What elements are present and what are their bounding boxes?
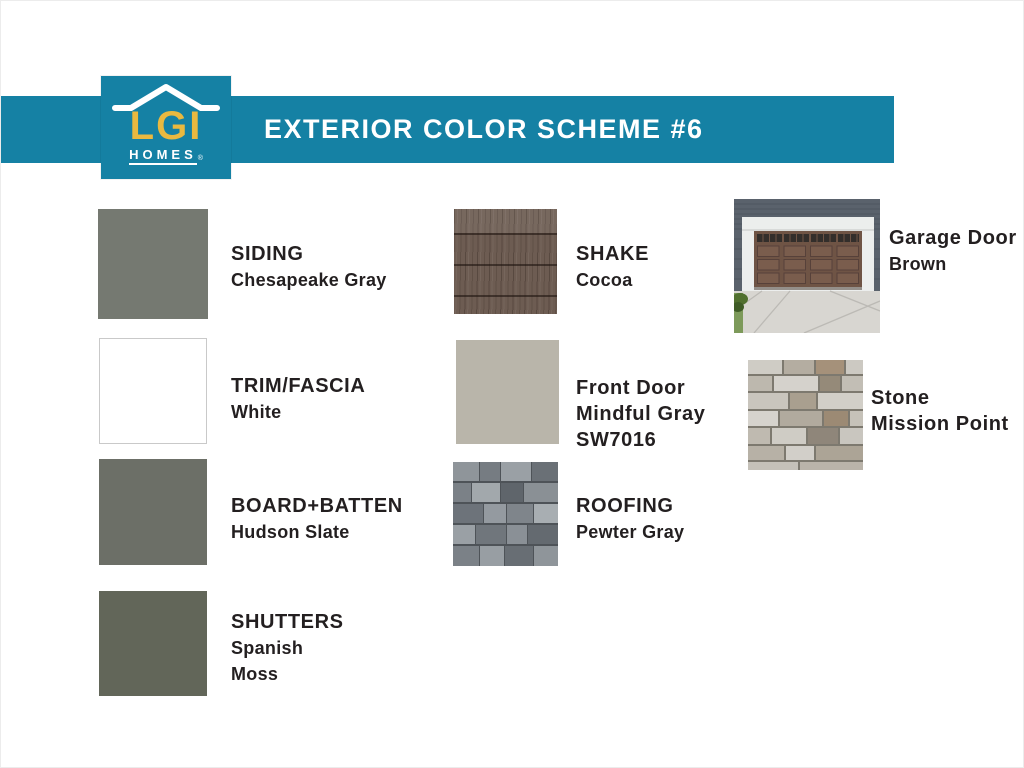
- siding-title: SIDING: [231, 243, 304, 265]
- shake-title: SHAKE: [576, 243, 650, 265]
- stacked-stone-texture-image: [748, 360, 863, 470]
- garage-door-photo-image: [734, 199, 880, 333]
- roofing-texture-swatch: [453, 462, 558, 566]
- garage-door-color-name: Brown: [889, 254, 947, 274]
- front-door-label: [576, 375, 705, 453]
- roofing-title: ROOFING: [576, 495, 674, 517]
- shake-texture-swatch: [454, 209, 557, 314]
- shutters-color-swatch: [99, 591, 207, 696]
- garage-door-label: [889, 225, 1017, 277]
- board-batten-color-name: Hudson Slate: [231, 522, 350, 542]
- shingle-texture-image: [453, 462, 558, 566]
- stone-color-name: Mission Point: [871, 413, 1009, 435]
- roofing-label: [576, 493, 684, 545]
- trim-fascia-color-swatch: [99, 338, 207, 444]
- shutters-title: SHUTTERS: [231, 611, 344, 633]
- shake-color-name: Cocoa: [576, 270, 633, 290]
- stone-texture-swatch: [748, 360, 863, 470]
- front-door-title: Front Door: [576, 377, 686, 399]
- shutters-color-name-line1: Spanish: [231, 638, 304, 658]
- siding-label: [231, 241, 387, 293]
- trim-fascia-title: TRIM/FASCIA: [231, 375, 366, 397]
- logo-homes-text: HOMES: [129, 147, 197, 165]
- shake-label: [576, 241, 649, 293]
- trim-fascia-label: [231, 373, 365, 425]
- garage-door-title: Garage Door: [889, 227, 1017, 249]
- board-batten-label: [231, 493, 403, 545]
- stone-title: Stone: [871, 387, 930, 409]
- front-door-color-code: SW7016: [576, 429, 657, 451]
- roofing-color-name: Pewter Gray: [576, 522, 685, 542]
- siding-color-name: Chesapeake Gray: [231, 270, 387, 290]
- board-batten-title: BOARD+BATTEN: [231, 495, 403, 517]
- page-title: EXTERIOR COLOR SCHEME #6: [264, 114, 704, 144]
- front-door-color-name: Mindful Gray: [576, 403, 706, 425]
- garage-door-photo: [734, 199, 880, 333]
- shutters-label: [231, 609, 344, 687]
- front-door-color-swatch: [456, 340, 559, 444]
- trim-fascia-color-name: White: [231, 402, 282, 422]
- stone-label: [871, 385, 1009, 437]
- board-batten-color-swatch: [99, 459, 207, 565]
- shutters-color-name-line2: Moss: [231, 664, 279, 684]
- registered-trademark-icon: ®: [197, 155, 203, 162]
- logo-brand-text: LGI: [129, 104, 203, 148]
- lgi-homes-logo: [101, 76, 231, 179]
- siding-color-swatch: [98, 209, 208, 319]
